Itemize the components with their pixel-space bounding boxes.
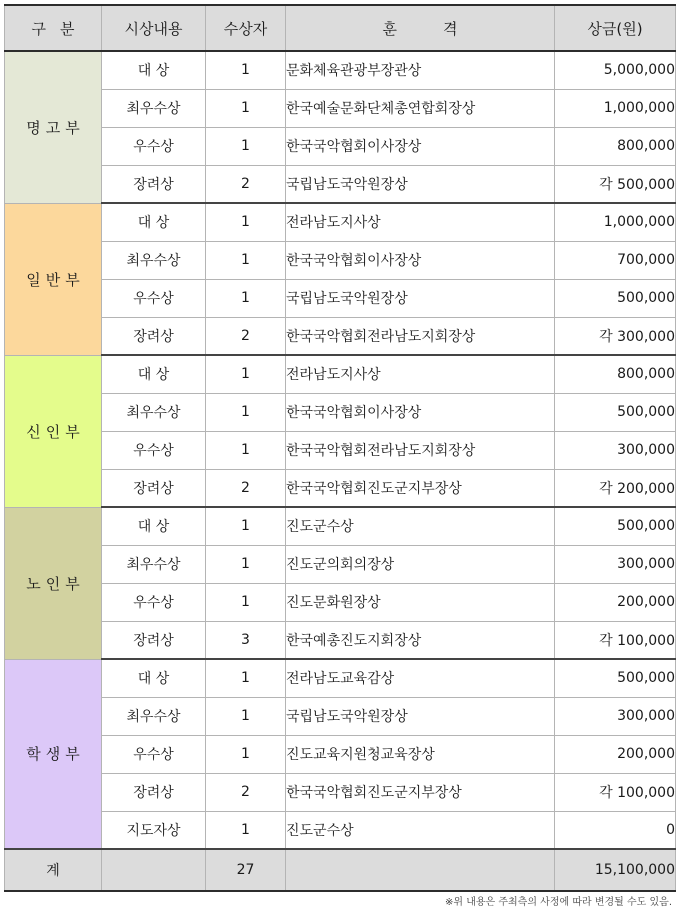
- giver-cell: 한국국악협회진도군지부장상: [286, 469, 555, 507]
- table-row: [5, 393, 676, 431]
- footnote: ※위 내용은 주최측의 사정에 따라 변경될 수도 있음.: [444, 897, 672, 908]
- prize-cell: 300,000: [555, 431, 676, 469]
- prize-cell: 500,000: [555, 393, 676, 431]
- giver-cell: 전라남도지사상: [286, 355, 555, 393]
- award-cell: 최우수상: [102, 697, 206, 735]
- count-cell: 1: [206, 393, 286, 431]
- total-empty-giver: [286, 849, 555, 891]
- total-label: 계: [5, 849, 102, 891]
- giver-cell: 진도교육지원청교육장상: [286, 735, 555, 773]
- total-empty-award: [102, 849, 206, 891]
- giver-cell: 진도군의회의장상: [286, 545, 555, 583]
- count-cell: 2: [206, 469, 286, 507]
- giver-cell: 한국국악협회전라남도지회장상: [286, 431, 555, 469]
- award-cell: 우수상: [102, 127, 206, 165]
- prize-cell: 300,000: [555, 697, 676, 735]
- award-cell: 장려상: [102, 773, 206, 811]
- count-cell: 2: [206, 317, 286, 355]
- table-row: [5, 127, 676, 165]
- header-giver: 훈격: [286, 5, 555, 51]
- table-row: [5, 811, 676, 849]
- table-row: [5, 621, 676, 659]
- awards-table: [4, 4, 676, 892]
- award-cell: 장려상: [102, 469, 206, 507]
- giver-cell: 전라남도지사상: [286, 203, 555, 241]
- giver-cell: 국립남도국악원장상: [286, 697, 555, 735]
- prize-cell: 500,000: [555, 659, 676, 697]
- giver-cell: 한국예총진도지회장상: [286, 621, 555, 659]
- prize-cell: 0: [555, 811, 676, 849]
- count-cell: 1: [206, 279, 286, 317]
- award-cell: 대 상: [102, 203, 206, 241]
- giver-cell: 국립남도국악원장상: [286, 279, 555, 317]
- table-row: [5, 89, 676, 127]
- prize-cell: 800,000: [555, 355, 676, 393]
- count-cell: 2: [206, 773, 286, 811]
- prize-cell: 1,000,000: [555, 89, 676, 127]
- giver-cell: 진도문화원장상: [286, 583, 555, 621]
- award-cell: 장려상: [102, 621, 206, 659]
- division-cell: 일반부: [5, 203, 102, 355]
- total-row: [5, 849, 676, 891]
- count-cell: 1: [206, 431, 286, 469]
- giver-cell: 문화체육관광부장관상: [286, 51, 555, 89]
- award-cell: 지도자상: [102, 811, 206, 849]
- prize-cell: 각 300,000: [555, 317, 676, 355]
- prize-cell: 700,000: [555, 241, 676, 279]
- giver-cell: 한국예술문화단체총연합회장상: [286, 89, 555, 127]
- prize-cell: 200,000: [555, 735, 676, 773]
- giver-cell: 한국국악협회이사장상: [286, 241, 555, 279]
- table-row: [5, 165, 676, 203]
- count-cell: 2: [206, 165, 286, 203]
- table-row: [5, 545, 676, 583]
- prize-cell: 200,000: [555, 583, 676, 621]
- award-cell: 우수상: [102, 279, 206, 317]
- count-cell: 1: [206, 203, 286, 241]
- count-cell: 1: [206, 545, 286, 583]
- header-row: [5, 5, 676, 51]
- total-count: 27: [206, 849, 286, 891]
- prize-cell: 5,000,000: [555, 51, 676, 89]
- count-cell: 1: [206, 583, 286, 621]
- giver-cell: 진도군수상: [286, 811, 555, 849]
- award-cell: 최우수상: [102, 241, 206, 279]
- giver-cell: 한국국악협회이사장상: [286, 393, 555, 431]
- table-row: [5, 51, 676, 89]
- award-cell: 대 상: [102, 51, 206, 89]
- table-row: [5, 659, 676, 697]
- table-row: [5, 203, 676, 241]
- count-cell: 1: [206, 735, 286, 773]
- prize-cell: 각 100,000: [555, 773, 676, 811]
- giver-cell: 한국국악협회진도군지부장상: [286, 773, 555, 811]
- prize-cell: 각 200,000: [555, 469, 676, 507]
- total-prize: 15,100,000: [555, 849, 676, 891]
- count-cell: 1: [206, 811, 286, 849]
- giver-cell: 한국국악협회전라남도지회장상: [286, 317, 555, 355]
- prize-cell: 500,000: [555, 279, 676, 317]
- prize-cell: 500,000: [555, 507, 676, 545]
- award-cell: 장려상: [102, 165, 206, 203]
- count-cell: 1: [206, 51, 286, 89]
- prize-cell: 300,000: [555, 545, 676, 583]
- count-cell: 3: [206, 621, 286, 659]
- division-cell: 명고부: [5, 51, 102, 203]
- award-cell: 최우수상: [102, 545, 206, 583]
- table-row: [5, 469, 676, 507]
- prize-cell: 각 100,000: [555, 621, 676, 659]
- table-row: [5, 317, 676, 355]
- giver-cell: 진도군수상: [286, 507, 555, 545]
- table-row: [5, 773, 676, 811]
- table-row: [5, 431, 676, 469]
- table-row: [5, 241, 676, 279]
- prize-cell: 800,000: [555, 127, 676, 165]
- award-cell: 우수상: [102, 583, 206, 621]
- header-prize: 상금(원): [555, 5, 676, 51]
- count-cell: 1: [206, 89, 286, 127]
- award-cell: 장려상: [102, 317, 206, 355]
- table-row: [5, 507, 676, 545]
- header-count: 수상자: [206, 5, 286, 51]
- giver-cell: 전라남도교육감상: [286, 659, 555, 697]
- award-cell: 대 상: [102, 659, 206, 697]
- header-division: 구분: [5, 5, 102, 51]
- count-cell: 1: [206, 507, 286, 545]
- header-award: 시상내용: [102, 5, 206, 51]
- award-cell: 최우수상: [102, 393, 206, 431]
- prize-cell: 각 500,000: [555, 165, 676, 203]
- count-cell: 1: [206, 127, 286, 165]
- prize-cell: 1,000,000: [555, 203, 676, 241]
- award-cell: 우수상: [102, 431, 206, 469]
- count-cell: 1: [206, 241, 286, 279]
- table-row: [5, 583, 676, 621]
- count-cell: 1: [206, 659, 286, 697]
- table-body: [5, 51, 676, 849]
- table-row: [5, 355, 676, 393]
- giver-cell: 국립남도국악원장상: [286, 165, 555, 203]
- count-cell: 1: [206, 697, 286, 735]
- count-cell: 1: [206, 355, 286, 393]
- award-cell: 최우수상: [102, 89, 206, 127]
- division-cell: 신인부: [5, 355, 102, 507]
- division-cell: 학생부: [5, 659, 102, 849]
- table-row: [5, 279, 676, 317]
- division-cell: 노인부: [5, 507, 102, 659]
- table-row: [5, 697, 676, 735]
- table-row: [5, 735, 676, 773]
- award-cell: 우수상: [102, 735, 206, 773]
- giver-cell: 한국국악협회이사장상: [286, 127, 555, 165]
- award-cell: 대 상: [102, 355, 206, 393]
- award-cell: 대 상: [102, 507, 206, 545]
